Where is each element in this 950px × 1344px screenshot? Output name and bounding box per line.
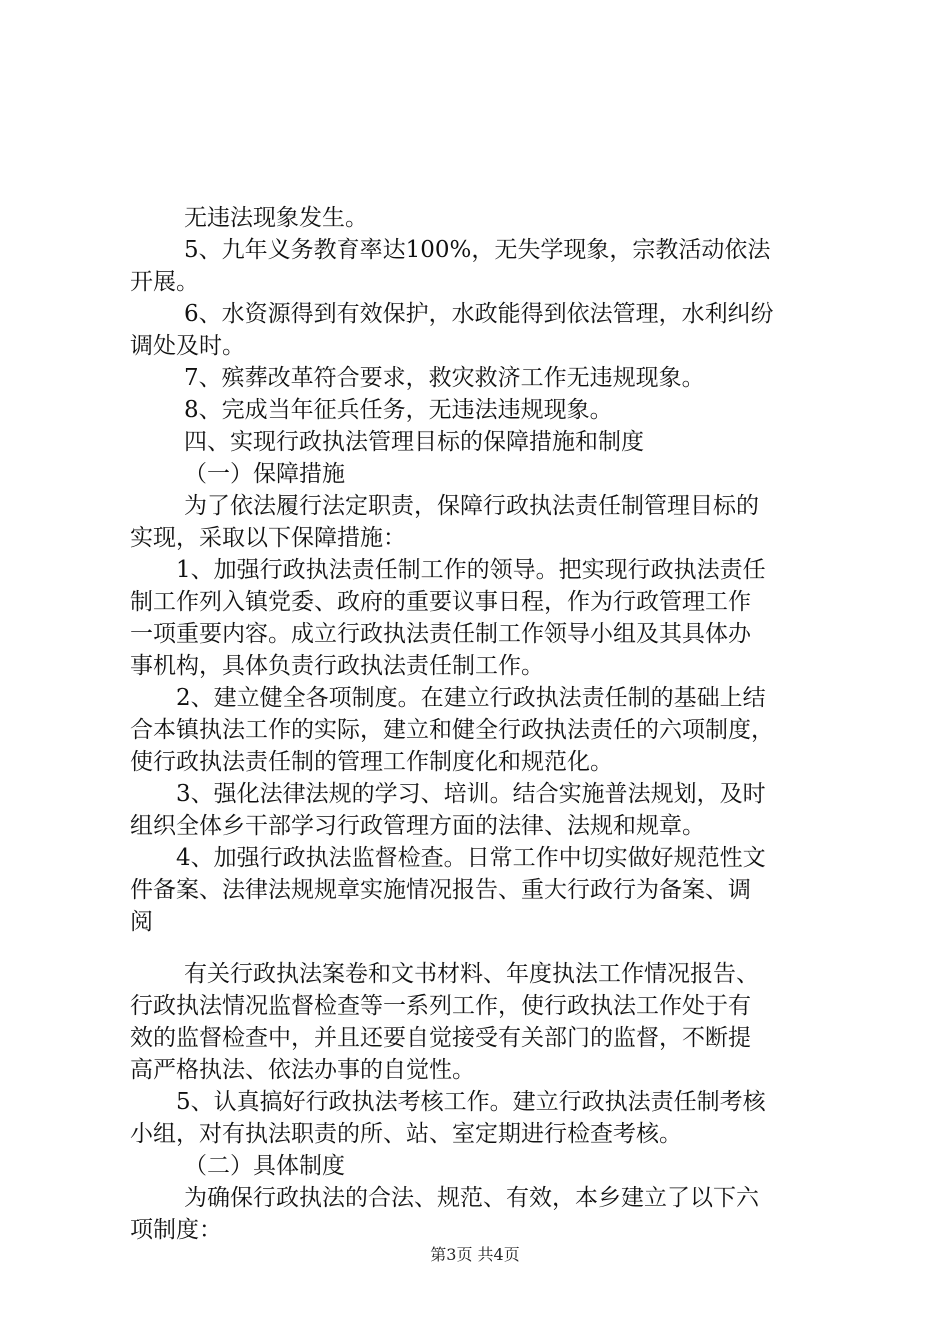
text-line: 制工作列入镇党委、政府的重要议事日程，作为行政管理工作 — [130, 589, 751, 615]
text-line: 合本镇执法工作的实际，建立和健全行政执法责任的六项制度， — [130, 717, 774, 743]
subsection-heading: （二）具体制度 — [184, 1153, 345, 1179]
text-line: 8、完成当年征兵任务，无违法违规现象。 — [184, 397, 613, 423]
page-number-footer: 第3页 共4页 — [430, 1245, 520, 1264]
text-line: 行政执法情况监督检查等一系列工作，使行政执法工作处于有 — [130, 993, 751, 1019]
text-line: 高严格执法、依法办事的自觉性。 — [130, 1057, 475, 1083]
text-line: 实现，采取以下保障措施： — [130, 525, 406, 551]
text-line: 阅 — [130, 909, 153, 935]
text-line: 一项重要内容。成立行政执法责任制工作领导小组及其具体办 — [130, 621, 751, 647]
text-line: 5、认真搞好行政执法考核工作。建立行政执法责任制考核 — [176, 1089, 766, 1115]
document-body — [130, 202, 830, 1246]
section-heading: 四、实现行政执法管理目标的保障措施和制度 — [184, 429, 644, 455]
text-line: 1、加强行政执法责任制工作的领导。把实现行政执法责任 — [176, 557, 766, 583]
text-line: 调处及时。 — [130, 333, 245, 359]
text-line: 为确保行政执法的合法、规范、有效，本乡建立了以下六 — [184, 1185, 759, 1211]
text-line: 3、强化法律法规的学习、培训。结合实施普法规划，及时 — [176, 781, 766, 807]
text-line: 事机构，具体负责行政执法责任制工作。 — [130, 653, 544, 679]
text-line: 件备案、法律法规规章实施情况报告、重大行政行为备案、调 — [130, 877, 751, 903]
text-line: 使行政执法责任制的管理工作制度化和规范化。 — [130, 749, 613, 775]
text-line: 6、水资源得到有效保护，水政能得到依法管理，水利纠纷 — [184, 301, 774, 327]
text-line: 无违法现象发生。 — [184, 205, 368, 231]
text-line: 5、九年义务教育率达100%，无失学现象，宗教活动依法 — [184, 237, 771, 263]
text-line: 4、加强行政执法监督检查。日常工作中切实做好规范性文 — [176, 845, 766, 871]
subsection-heading: （一）保障措施 — [184, 461, 345, 487]
text-line: 项制度： — [130, 1217, 222, 1243]
text-line: 开展。 — [130, 269, 199, 295]
text-line: 组织全体乡干部学习行政管理方面的法律、法规和规章。 — [130, 813, 705, 839]
text-line: 7、殡葬改革符合要求，救灾救济工作无违规现象。 — [184, 365, 705, 391]
text-line: 2、建立健全各项制度。在建立行政执法责任制的基础上结 — [176, 685, 766, 711]
text-line: 小组，对有执法职责的所、站、室定期进行检查考核。 — [130, 1121, 682, 1147]
text-line: 效的监督检查中，并且还要自觉接受有关部门的监督，不断提 — [130, 1025, 751, 1051]
text-line: 为了依法履行法定职责，保障行政执法责任制管理目标的 — [184, 493, 759, 519]
text-line: 有关行政执法案卷和文书材料、年度执法工作情况报告、 — [184, 961, 759, 987]
